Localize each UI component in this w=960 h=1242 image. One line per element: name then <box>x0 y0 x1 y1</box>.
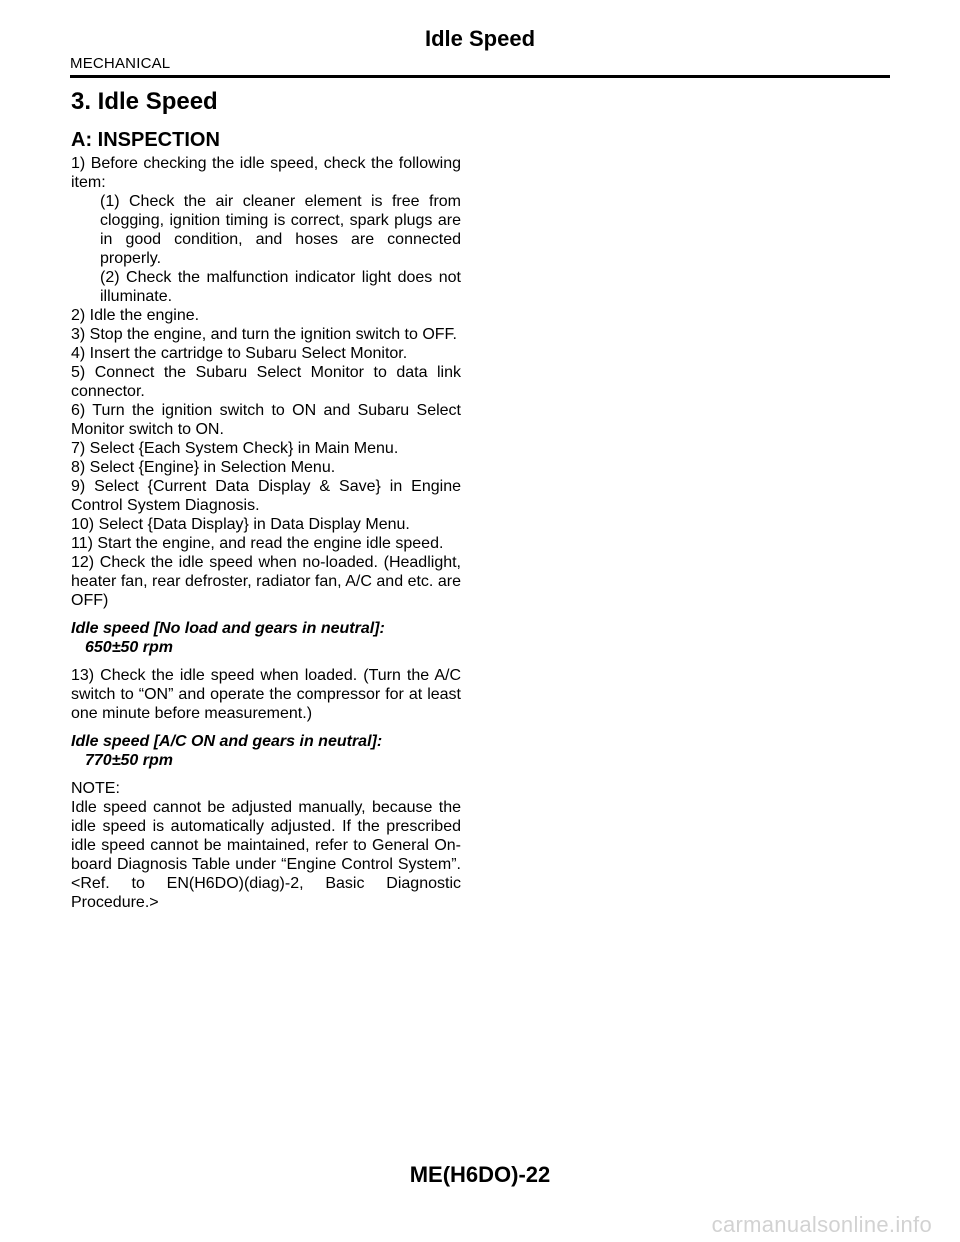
watermark: carmanualsonline.info <box>711 1212 932 1237</box>
step-9: 9) Select {Current Data Display & Save} in Engine Control System Diagnosis. <box>71 478 461 514</box>
step-1-sub-2: (2) Check the malfunction indicator light does not illuminate. <box>100 269 461 305</box>
page-number: ME(H6DO)-22 <box>409 1162 551 1187</box>
step-11: 11) Start the engine, and read the engine idle speed. <box>71 535 444 552</box>
spec-value: 770±50 rpm <box>85 752 173 769</box>
note-label: NOTE: <box>71 780 120 797</box>
step-6: 6) Turn the ignition switch to ON and Subaru Select Monitor switch to ON. <box>71 402 461 438</box>
section-heading: 3. Idle Speed <box>71 88 218 115</box>
step-3: 3) Stop the engine, and turn the ignition switch to OFF. <box>71 326 457 343</box>
step-5: 5) Connect the Subaru Select Monitor to data link connector. <box>71 364 461 400</box>
step-10: 10) Select {Data Display} in Data Display Menu. <box>71 516 410 533</box>
step-8: 8) Select {Engine} in Selection Menu. <box>71 459 336 476</box>
step-1: 1) Before checking the idle speed, check the following item: <box>71 155 461 191</box>
step-1-sub-1: (1) Check the air cleaner element is free from clogging, ignition timing is correct, spark plugs are in good condition, and hoses are connected properly. <box>100 193 461 267</box>
step-12: 12) Check the idle speed when no-loaded. (Headlight, heater fan, rear defroster, radiator fan, A/C and etc. are OFF) <box>71 554 461 609</box>
idle-speed-spec-ac-on <box>71 732 461 770</box>
content-column <box>71 88 461 912</box>
spec-label: Idle speed [A/C ON and gears in neutral]: <box>71 733 383 750</box>
page-title: Idle Speed <box>424 26 536 51</box>
spec-label: Idle speed [No load and gears in neutral]: <box>71 620 385 637</box>
note-text: Idle speed cannot be adjusted manually, because the idle speed is automatically adjusted. If the prescribed idle speed cannot be maintained, refer to General On-board Diagnosis Table under “Engine Control System”. <Ref. to EN(H6DO)(diag)-2, Basic Diagnostic Procedure.> <box>71 799 461 911</box>
idle-speed-spec-no-load <box>71 619 461 657</box>
step-13: 13) Check the idle speed when loaded. (Turn the A/C switch to “ON” and operate the compressor for at least one minute before measurement.) <box>71 667 461 722</box>
spec-value: 650±50 rpm <box>85 639 173 656</box>
section-label: MECHANICAL <box>70 55 171 72</box>
header-divider <box>70 75 890 78</box>
step-4: 4) Insert the cartridge to Subaru Select Monitor. <box>71 345 408 362</box>
subsection-heading: A: INSPECTION <box>71 129 220 151</box>
step-7: 7) Select {Each System Check} in Main Menu. <box>71 440 399 457</box>
step-2: 2) Idle the engine. <box>71 307 200 324</box>
